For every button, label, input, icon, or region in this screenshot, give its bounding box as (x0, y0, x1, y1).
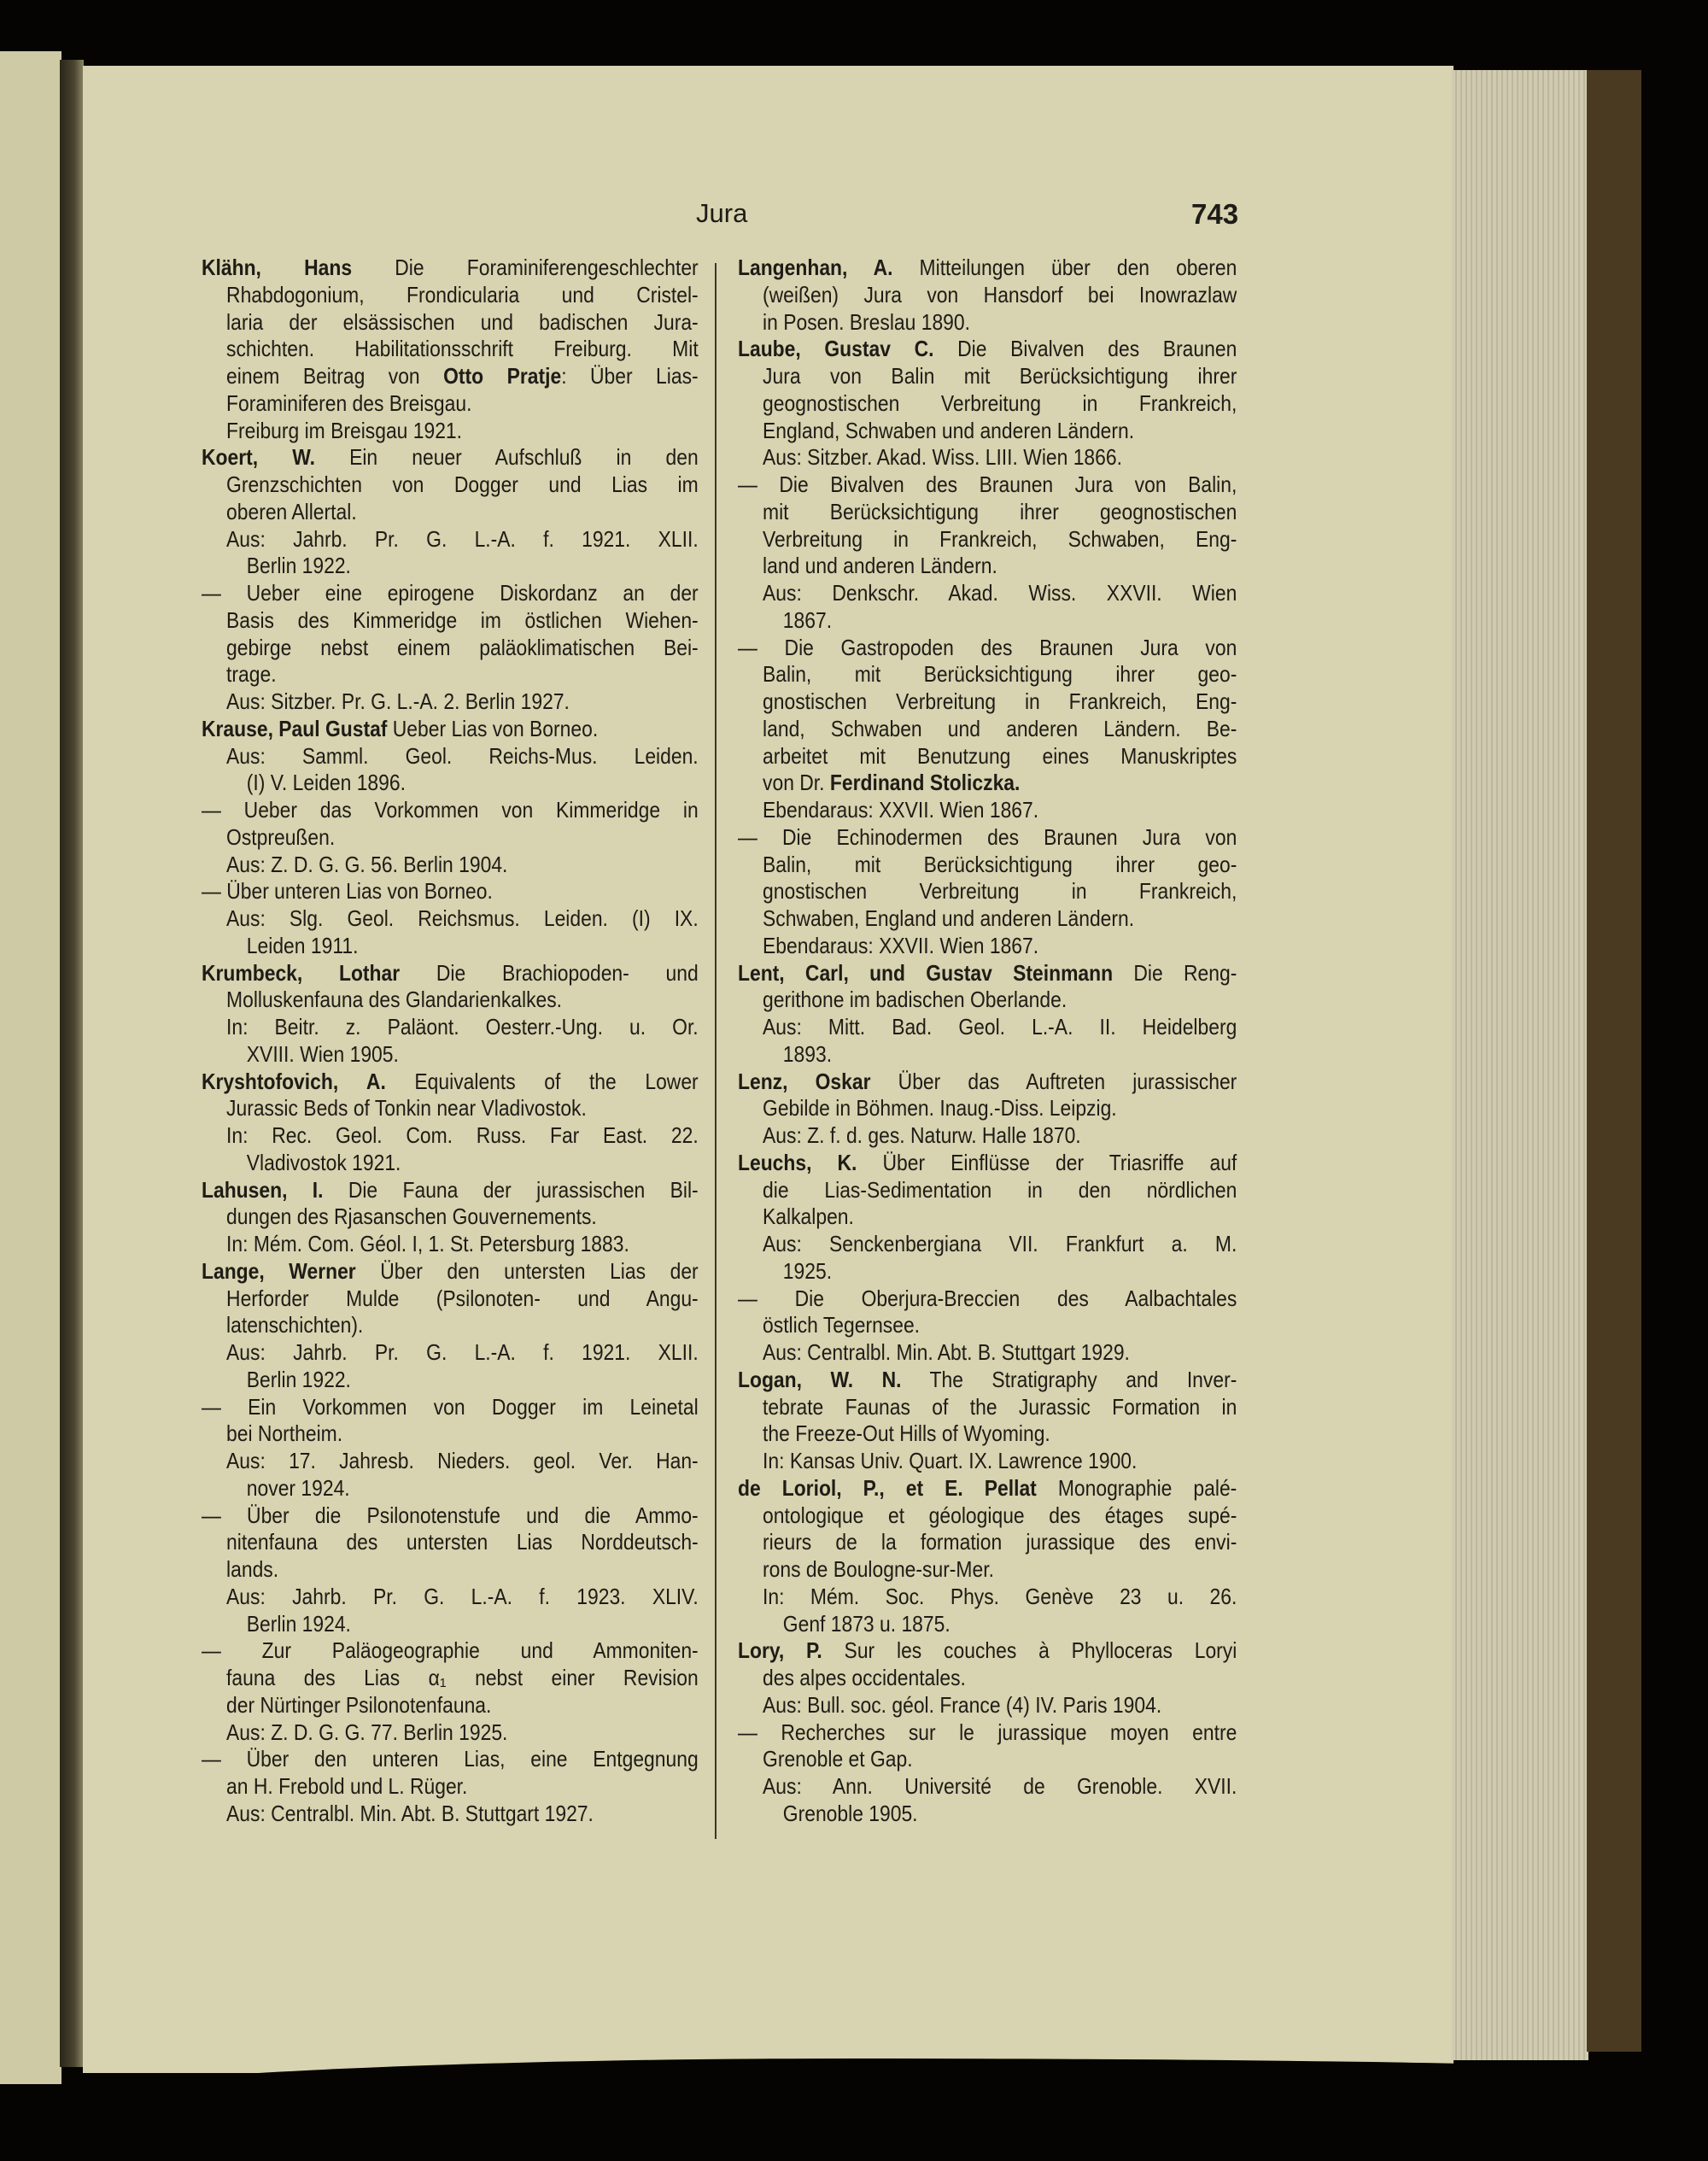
author-name: Langenhan, A. (738, 255, 893, 280)
bibliography-entry-line (738, 1637, 1237, 1665)
citation-text: land, Schwaben und anderen Ländern. Be- (763, 715, 1237, 741)
citation-text: Kalkalpen. (763, 1203, 854, 1230)
bibliography-line (202, 824, 699, 852)
citation-text: : Über Lias- (561, 363, 699, 389)
column-divider (715, 263, 717, 1839)
bibliography-line (202, 635, 699, 662)
author-name: Krause, Paul Gustaf (202, 715, 388, 741)
bibliography-entry-line (738, 1150, 1237, 1177)
citation-text: land und anderen Ländern. (763, 553, 997, 579)
citation-text: östlich Tegernsee. (763, 1312, 921, 1338)
citation-text: Vladivostok 1921. (246, 1149, 401, 1175)
citation-text: Über das Auftreten jurassischer (870, 1068, 1237, 1094)
bibliography-line (202, 1529, 699, 1556)
citation-text: Molluskenfauna des Glandarienkalkes. (226, 987, 563, 1013)
bibliography-line (738, 1014, 1237, 1041)
bibliography-line (202, 1367, 699, 1394)
citation-text: In: Rec. Geol. Com. Russ. Far East. 22. (226, 1122, 699, 1148)
bibliography-line (202, 1637, 699, 1665)
bibliography-line (202, 1122, 699, 1150)
bibliography-line (202, 336, 699, 363)
citation-text: Die Brachiopoden- und (400, 959, 699, 986)
bibliography-entry-line (202, 444, 699, 471)
bibliography-line (738, 499, 1237, 526)
citation-text: nover 1924. (246, 1474, 350, 1501)
citation-text: rieurs de la formation jurassique des envi- (763, 1529, 1237, 1555)
bibliography-line (202, 933, 699, 960)
bibliography-line (202, 1095, 699, 1122)
author-name: Lahusen, I. (202, 1176, 324, 1203)
citation-text: Berlin 1922. (246, 553, 351, 579)
citation-text: dungen des Rjasanschen Gouvernements. (226, 1203, 597, 1230)
citation-text: Aus: Z. D. G. G. 56. Berlin 1904. (226, 851, 508, 877)
bibliography-line (202, 309, 699, 337)
bibliography-line (738, 1177, 1237, 1204)
bibliography-line (202, 743, 699, 770)
citation-text: 1893. (782, 1040, 833, 1067)
citation-text: Die Foraminiferengeschlechter (352, 255, 699, 280)
running-title: Jura (696, 198, 748, 228)
bibliography-line (202, 1312, 699, 1339)
citation-text: geognostischen Verbreitung in Frankreich, (763, 389, 1237, 416)
author-name: Klähn, Hans (202, 255, 353, 280)
citation-text: Die Bivalven des Braunen (933, 336, 1237, 362)
bibliography-line (202, 1746, 699, 1773)
citation-text: Grenoble et Gap. (763, 1746, 913, 1772)
citation-text: — Die Echinodermen des Braunen Jura von (738, 823, 1237, 850)
author-name: Lent, Carl, und Gustav Steinmann (738, 959, 1114, 986)
citation-text: the Freeze-Out Hills of Wyoming. (763, 1420, 1050, 1447)
bibliography-line (738, 1801, 1237, 1828)
citation-text: Aus: Denkschr. Akad. Wiss. XXVII. Wien (763, 580, 1237, 606)
citation-text: Aus: Jahrb. Pr. G. L.-A. f. 1921. XLII. (226, 525, 699, 552)
bibliography-line (738, 1041, 1237, 1069)
citation-text: nitenfauna des untersten Lias Norddeutsch- (226, 1529, 699, 1555)
bibliography-line (738, 1773, 1237, 1801)
citation-text: Basis des Kimmeridge im östlichen Wiehen- (226, 606, 699, 633)
citation-text: Aus: Centralbl. Min. Abt. B. Stuttgart 1927. (226, 1800, 594, 1826)
citation-text: (I) V. Leiden 1896. (246, 770, 406, 796)
bibliography-line (738, 309, 1237, 337)
citation-text: von Dr. (763, 770, 830, 796)
bibliography-line (202, 1556, 699, 1584)
bibliography-line (738, 1556, 1237, 1584)
bibliography-line (738, 1339, 1237, 1367)
bibliography-line (738, 444, 1237, 471)
bibliography-line (738, 363, 1237, 390)
bibliography-line (202, 1502, 699, 1530)
bibliography-line (202, 852, 699, 879)
bibliography-line (202, 499, 699, 526)
citation-text: Berlin 1922. (246, 1366, 351, 1392)
citation-text: Herforder Mulde (Psilonoten- und Angu- (226, 1285, 699, 1311)
citation-text: Jurassic Beds of Tonkin near Vladivostok. (226, 1095, 587, 1121)
citation-text: die Lias-Sedimentation in den nördlichen (763, 1176, 1237, 1203)
citation-text: Aus: Mitt. Bad. Geol. L.-A. II. Heidelberg (763, 1014, 1237, 1040)
citation-text: oberen Allertal. (226, 498, 357, 524)
bibliography-line (738, 824, 1237, 852)
bibliography-line (738, 1502, 1237, 1530)
citation-text: bei Northeim. (226, 1420, 343, 1447)
citation-text: — Über den unteren Lias, eine Entgegnung (202, 1746, 699, 1772)
citation-text: In: Kansas Univ. Quart. IX. Lawrence 1900. (763, 1448, 1138, 1473)
bibliography-line (202, 1014, 699, 1041)
bibliography-line (202, 418, 699, 445)
bibliography-entry-line (202, 1177, 699, 1204)
citation-text: Berlin 1924. (246, 1610, 351, 1637)
bibliography-entry-line (202, 1258, 699, 1285)
bibliography-line (738, 282, 1237, 309)
citation-text: fauna des Lias α₁ nebst einer Revision (226, 1665, 699, 1690)
citation-text: lands. (226, 1556, 279, 1582)
bibliography-line (738, 1692, 1237, 1719)
bibliography-line (202, 878, 699, 905)
author-name: Lory, P. (738, 1637, 822, 1664)
bibliography-line (202, 1420, 699, 1448)
bibliography-line (202, 797, 699, 824)
citation-text: Balin, mit Berücksichtigung ihrer geo- (763, 851, 1237, 877)
author-name: Leuchs, K. (738, 1149, 857, 1175)
citation-text: Genf 1873 u. 1875. (782, 1610, 951, 1637)
author-name: Ferdinand Stoliczka. (829, 770, 1021, 796)
bibliography-line (202, 1475, 699, 1502)
citation-text: Rhabdogonium, Frondicularia und Cristel- (226, 281, 699, 307)
citation-text: gerithone im badischen Oberlande. (763, 987, 1068, 1013)
bibliography-line (202, 526, 699, 553)
bibliography-line (738, 1394, 1237, 1421)
bibliography-entry-line (738, 1069, 1237, 1096)
bibliography-entry-line (202, 960, 699, 987)
citation-text: Die Reng- (1113, 959, 1237, 986)
bibliography-line (738, 987, 1237, 1014)
bibliography-line (738, 1529, 1237, 1556)
bibliography-entry-line (738, 336, 1237, 363)
bibliography-line (738, 1285, 1237, 1313)
citation-text: In: Beitr. z. Paläont. Oesterr.-Ung. u. Or. (226, 1014, 699, 1040)
citation-text: gnostischen Verbreitung in Frankreich, (763, 878, 1237, 905)
bibliography-line (738, 1420, 1237, 1448)
bibliography-line (202, 1394, 699, 1421)
citation-text: Aus: Slg. Geol. Reichsmus. Leiden. (I) IX. (226, 905, 699, 931)
bibliography-line (738, 716, 1237, 743)
bibliography-line (738, 905, 1237, 933)
citation-text: — Über unteren Lias von Borneo. (202, 878, 493, 905)
citation-text: Grenzschichten von Dogger und Lias im (226, 471, 699, 497)
citation-text: der Nürtinger Psilonotenfauna. (226, 1691, 492, 1718)
bibliography-line (738, 878, 1237, 905)
author-name: Kryshtofovich, A. (202, 1068, 386, 1094)
author-name: Otto Pratje (443, 363, 562, 389)
bibliography-line (738, 1095, 1237, 1122)
bibliography-line (738, 607, 1237, 635)
bibliography-line (738, 933, 1237, 960)
bibliography-line (202, 1041, 699, 1069)
bibliography-line (202, 1448, 699, 1475)
bibliography-line (738, 1203, 1237, 1231)
bibliography-entry-line (202, 1069, 699, 1096)
citation-text: Freiburg im Breisgau 1921. (226, 417, 463, 443)
bibliography-line (202, 1584, 699, 1611)
bibliography-line (202, 1285, 699, 1313)
citation-text: Ein neuer Aufschluß in den (314, 444, 699, 471)
bibliography-line (202, 390, 699, 418)
bibliography-entry-line (738, 960, 1237, 987)
bibliography-line (738, 635, 1237, 662)
citation-text: — Die Gastropoden des Braunen Jura von (738, 634, 1237, 660)
bibliography-line (202, 282, 699, 309)
citation-text: — Ueber eine epirogene Diskordanz an der (202, 580, 699, 606)
citation-text: Monographie palé- (1036, 1474, 1237, 1501)
citation-text: gebirge nebst einem paläoklimatischen Bei- (226, 634, 699, 660)
citation-text: arbeitet mit Benutzung eines Manuskriptes (763, 742, 1237, 769)
author-name: Logan, W. N. (738, 1366, 902, 1392)
bibliography-entry-line (202, 716, 699, 743)
citation-text: Über den untersten Lias der (355, 1257, 699, 1284)
bibliography-line (738, 471, 1237, 499)
citation-text: mit Berücksichtigung ihrer geognostischen (763, 498, 1237, 524)
citation-text: Aus: Bull. soc. géol. France (4) IV. Paris 1904. (763, 1691, 1162, 1718)
bibliography-line (202, 1719, 699, 1747)
citation-text: Aus: Ann. Université de Grenoble. XVII. (763, 1773, 1237, 1799)
right-column (738, 255, 1237, 1828)
citation-text: Aus: Sitzber. Pr. G. L.-A. 2. Berlin 1927. (226, 688, 570, 714)
citation-text: — Die Bivalven des Braunen Jura von Balin, (738, 471, 1237, 497)
citation-text: Schwaben, England und anderen Ländern. (763, 905, 1135, 931)
author-name: de Loriol, P., et E. Pellat (738, 1474, 1037, 1501)
citation-text: schichten. Habilitationsschrift Freiburg. Mit (226, 336, 699, 362)
citation-text: — Ueber das Vorkommen von Kimmeridge in (202, 797, 699, 823)
citation-text: an H. Frebold und L. Rüger. (226, 1773, 468, 1799)
citation-text: Sur les couches à Phylloceras Loryi (822, 1637, 1237, 1664)
bibliography-entry-line (738, 1367, 1237, 1394)
citation-text: (weißen) Jura von Hansdorf bei Inowrazlaw (763, 281, 1237, 307)
bibliography-line (738, 1611, 1237, 1638)
bibliography-line (202, 1801, 699, 1828)
citation-text: Ebendaraus: XXVII. Wien 1867. (763, 797, 1039, 823)
page-block-edges (1452, 70, 1588, 2060)
bibliography-line (202, 607, 699, 635)
bibliography-line (738, 1448, 1237, 1475)
citation-text: The Stratigraphy and Inver- (901, 1366, 1237, 1392)
citation-text: Über Einflüsse der Triasriffe auf (857, 1149, 1237, 1175)
previous-page-edge (0, 51, 61, 2084)
citation-text: — Zur Paläogeographie und Ammoniten- (202, 1637, 699, 1664)
citation-text: latenschichten). (226, 1312, 364, 1338)
citation-text: des alpes occidentales. (763, 1665, 966, 1690)
author-name: Laube, Gustav C. (738, 336, 934, 362)
bibliography-line (738, 1719, 1237, 1747)
bibliography-line (738, 1665, 1237, 1692)
citation-text: Gebilde in Böhmen. Inaug.-Diss. Leipzig. (763, 1095, 1117, 1121)
bibliography-line (202, 1692, 699, 1719)
citation-text: England, Schwaben und anderen Ländern. (763, 417, 1135, 443)
citation-text: — Recherches sur le jurassique moyen entre (738, 1719, 1237, 1745)
bibliography-line (202, 770, 699, 797)
citation-text: Aus: Jahrb. Pr. G. L.-A. f. 1923. XLIV. (226, 1583, 699, 1609)
citation-text: laria der elsässischen und badischen Jura- (226, 308, 699, 335)
citation-text: Verbreitung in Frankreich, Schwaben, Eng- (763, 525, 1237, 552)
background-shadow (0, 2059, 1708, 2161)
citation-text: Equivalents of the Lower (385, 1068, 699, 1094)
bibliography-line (738, 797, 1237, 824)
book-gutter (60, 60, 84, 2067)
citation-text: Aus: Sitzber. Akad. Wiss. LIII. Wien 1866. (763, 444, 1122, 471)
bibliography-line (202, 363, 699, 390)
citation-text: Aus: Samml. Geol. Reichs-Mus. Leiden. (226, 742, 699, 769)
citation-text: 1867. (782, 606, 833, 633)
bibliography-line (202, 471, 699, 499)
bibliography-line (738, 688, 1237, 716)
bibliography-line (738, 418, 1237, 445)
bibliography-line (202, 553, 699, 580)
author-name: Krumbeck, Lothar (202, 959, 401, 986)
bibliography-line (738, 1231, 1237, 1258)
book-cover-edge (1587, 70, 1641, 2052)
citation-text: — Die Oberjura-Breccien des Aalbachtales (738, 1285, 1237, 1311)
citation-text: Aus: 17. Jahresb. Nieders. geol. Ver. Han- (226, 1448, 699, 1473)
citation-text: Ostpreußen. (226, 823, 336, 850)
citation-text: in Posen. Breslau 1890. (763, 308, 970, 335)
bibliography-entry-line (738, 255, 1237, 282)
citation-text: Foraminiferen des Breisgau. (226, 389, 472, 416)
citation-text: Aus: Jahrb. Pr. G. L.-A. f. 1921. XLII. (226, 1339, 699, 1365)
citation-text: trage. (226, 661, 277, 688)
bibliography-entry-line (202, 255, 699, 282)
bibliography-line (202, 1339, 699, 1367)
citation-text: rons de Boulogne-sur-Mer. (763, 1556, 994, 1582)
bibliography-line (202, 1203, 699, 1231)
citation-text: Mitteilungen über den oberen (892, 255, 1237, 280)
citation-text: ontologique et géologique des étages supé- (763, 1502, 1237, 1528)
citation-text: Aus: Z. D. G. G. 77. Berlin 1925. (226, 1719, 508, 1745)
bibliography-line (202, 1773, 699, 1801)
bibliography-line (202, 987, 699, 1014)
bibliography-entry-line (738, 1475, 1237, 1502)
citation-text: — Ein Vorkommen von Dogger im Leinetal (202, 1393, 699, 1420)
bibliography-line (738, 580, 1237, 607)
bibliography-line (738, 743, 1237, 770)
citation-text: Die Fauna der jurassischen Bil- (323, 1176, 699, 1203)
author-name: Lenz, Oskar (738, 1068, 871, 1094)
bibliography-line (738, 1584, 1237, 1611)
author-name: Lange, Werner (202, 1257, 356, 1284)
left-column (202, 255, 699, 1828)
citation-text: 1925. (782, 1257, 833, 1284)
author-name: Koert, W. (202, 444, 315, 471)
citation-text: Ueber Lias von Borneo. (387, 715, 599, 741)
citation-text: In: Mém. Soc. Phys. Genève 23 u. 26. (763, 1583, 1237, 1609)
citation-text: einem Beitrag von (226, 363, 444, 389)
citation-text: Aus: Senckenbergiana VII. Frankfurt a. M. (763, 1231, 1237, 1256)
bibliography-line (738, 1258, 1237, 1285)
bibliography-line (202, 1231, 699, 1258)
bibliography-line (202, 1150, 699, 1177)
citation-text: XVIII. Wien 1905. (246, 1040, 399, 1067)
bibliography-line (202, 1611, 699, 1638)
bibliography-line (202, 905, 699, 933)
bibliography-line (738, 1746, 1237, 1773)
citation-text: Grenoble 1905. (782, 1800, 918, 1826)
citation-text: Balin, mit Berücksichtigung ihrer geo- (763, 661, 1237, 688)
citation-text: In: Mém. Com. Géol. I, 1. St. Petersburg 1883. (226, 1231, 629, 1256)
page-number: 743 (1191, 198, 1239, 230)
bibliography-line (202, 688, 699, 716)
citation-text: tebrate Faunas of the Jurassic Formation in (763, 1393, 1237, 1420)
bibliography-line (202, 661, 699, 688)
citation-text: Jura von Balin mit Berücksichtigung ihrer (763, 363, 1237, 389)
bibliography-line (738, 770, 1237, 797)
citation-text: Aus: Centralbl. Min. Abt. B. Stuttgart 1929. (763, 1339, 1130, 1365)
citation-text: Aus: Z. f. d. ges. Naturw. Halle 1870. (763, 1122, 1081, 1148)
bibliography-line (738, 553, 1237, 580)
citation-text: Leiden 1911. (246, 932, 359, 958)
bibliography-line (738, 1122, 1237, 1150)
citation-text: — Über die Psilonotenstufe und die Ammo- (202, 1502, 699, 1528)
citation-text: gnostischen Verbreitung in Frankreich, Eng- (763, 688, 1237, 714)
bibliography-line (738, 1312, 1237, 1339)
bibliography-line (738, 852, 1237, 879)
bibliography-line (738, 661, 1237, 688)
bibliography-line (202, 580, 699, 607)
citation-text: Ebendaraus: XXVII. Wien 1867. (763, 932, 1039, 958)
bibliography-line (738, 526, 1237, 553)
bibliography-line (202, 1665, 699, 1692)
bibliography-line (738, 390, 1237, 418)
